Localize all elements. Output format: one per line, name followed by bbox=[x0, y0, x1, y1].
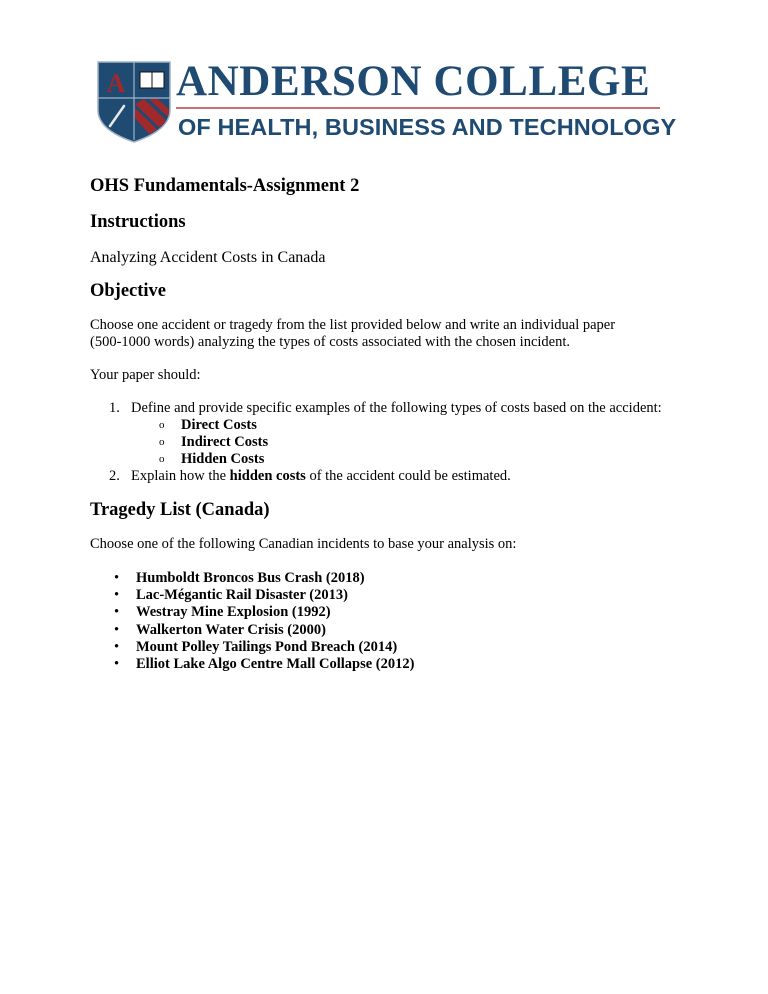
tragedy-label: Elliot Lake Algo Centre Mall Collapse (2012) bbox=[136, 656, 415, 673]
requirement-item bbox=[90, 400, 680, 468]
bullet-icon: • bbox=[114, 587, 120, 604]
paper-should-text: Your paper should: bbox=[90, 367, 201, 383]
tragedy-item bbox=[90, 656, 680, 673]
requirement-item bbox=[90, 468, 680, 485]
requirement-text: Explain how the bbox=[131, 468, 230, 484]
requirement-text: Define and provide specific examples of the following types of costs based on the accident: bbox=[131, 400, 662, 416]
cost-type-item bbox=[131, 417, 680, 434]
cost-type-item bbox=[131, 451, 680, 468]
document-body bbox=[90, 175, 680, 673]
tragedy-item bbox=[90, 604, 680, 621]
shield-crest-icon bbox=[96, 60, 172, 144]
objective-text: Choose one accident or tragedy from the list provided below and write an individual paper (500-1000 words) analyzing the types of costs associated with the chosen incident. bbox=[90, 317, 616, 350]
instructions-text: Analyzing Accident Costs in Canada bbox=[90, 249, 326, 266]
bullet-icon: • bbox=[114, 604, 120, 621]
tragedy-label: Humboldt Broncos Bus Crash (2018) bbox=[136, 570, 365, 586]
cost-type-label: Indirect Costs bbox=[181, 434, 269, 450]
book-icon bbox=[140, 72, 164, 88]
requirement-emphasis: hidden costs bbox=[229, 468, 306, 484]
bullet-icon: • bbox=[114, 638, 120, 655]
shield-letter: A bbox=[106, 69, 126, 98]
tragedy-list bbox=[90, 570, 680, 673]
item-number: 1. bbox=[109, 400, 120, 416]
tragedy-item bbox=[90, 622, 680, 639]
circle-bullet-icon: o bbox=[159, 419, 165, 431]
circle-bullet-icon: o bbox=[159, 436, 165, 448]
requirements-list bbox=[90, 400, 680, 485]
item-number: 2. bbox=[109, 468, 120, 484]
tragedy-item bbox=[90, 639, 680, 656]
circle-bullet-icon: o bbox=[159, 453, 165, 465]
tragedy-item bbox=[90, 587, 680, 604]
tragedy-item bbox=[90, 570, 680, 587]
college-subtitle: OF HEALTH, BUSINESS AND TECHNOLOGY bbox=[178, 114, 677, 140]
bullet-icon: • bbox=[114, 656, 120, 673]
requirement-text: of the accident could be estimated. bbox=[305, 468, 511, 484]
cost-type-item bbox=[131, 434, 680, 451]
tragedy-label: Mount Polley Tailings Pond Breach (2014) bbox=[136, 638, 398, 655]
cost-types-list bbox=[131, 417, 680, 468]
cost-type-label: Direct Costs bbox=[181, 417, 257, 433]
college-name: ANDERSON COLLEGE bbox=[176, 58, 651, 105]
cost-type-label: Hidden Costs bbox=[181, 451, 265, 467]
bullet-icon: • bbox=[114, 621, 120, 638]
tragedy-label: Lac-Mégantic Rail Disaster (2013) bbox=[136, 587, 348, 604]
college-logo bbox=[96, 58, 677, 146]
tragedy-intro-text: Choose one of the following Canadian incidents to base your analysis on: bbox=[90, 536, 517, 552]
tragedy-list-heading: Tragedy List (Canada) bbox=[90, 500, 270, 520]
tragedy-label: Westray Mine Explosion (1992) bbox=[136, 604, 331, 621]
tragedy-label: Walkerton Water Crisis (2000) bbox=[136, 621, 326, 638]
logo-divider bbox=[176, 107, 660, 109]
instructions-heading: Instructions bbox=[90, 212, 186, 232]
objective-heading: Objective bbox=[90, 281, 167, 301]
document-title: OHS Fundamentals-Assignment 2 bbox=[90, 176, 360, 196]
bullet-icon: • bbox=[114, 570, 120, 586]
